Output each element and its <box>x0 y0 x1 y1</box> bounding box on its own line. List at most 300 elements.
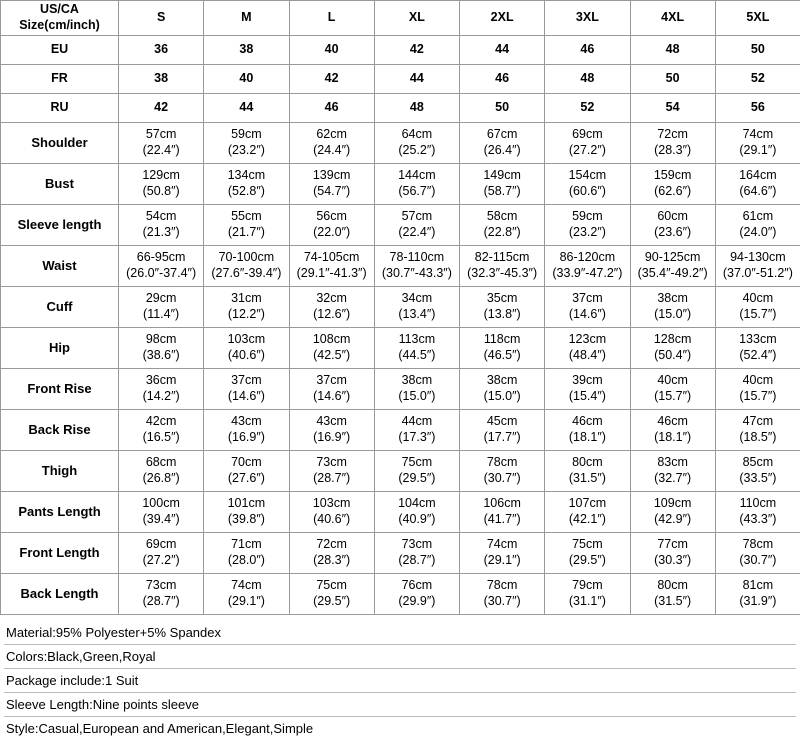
table-cell: 52 <box>715 65 800 94</box>
table-cell <box>630 123 715 164</box>
table-cell <box>119 328 204 369</box>
cell-value-inch: (23.6″) <box>631 225 715 241</box>
table-cell <box>545 246 630 287</box>
cell-value-inch: (30.7″-43.3″) <box>375 266 459 282</box>
cell-value-cm: 42cm <box>119 414 203 430</box>
cell-value-cm: 75cm <box>290 578 374 594</box>
cell-value-inch: (17.7″) <box>460 430 544 446</box>
table-cell <box>460 451 545 492</box>
table-cell <box>374 410 459 451</box>
cell-value-cm: 43cm <box>290 414 374 430</box>
table-cell <box>204 410 289 451</box>
table-row <box>1 574 800 615</box>
table-cell <box>545 164 630 205</box>
table-cell <box>374 574 459 615</box>
cell-value-inch: (64.6″) <box>716 184 800 200</box>
table-cell <box>119 205 204 246</box>
cell-value-inch: (37.0″-51.2″) <box>716 266 800 282</box>
cell-value-cm: 133cm <box>716 332 800 348</box>
cell-value-cm: 74cm <box>204 578 288 594</box>
cell-value-cm: 78cm <box>460 455 544 471</box>
table-cell <box>374 451 459 492</box>
table-cell: 48 <box>545 65 630 94</box>
cell-value-cm: 79cm <box>545 578 629 594</box>
cell-value-inch: (15.0″) <box>460 389 544 405</box>
cell-value-inch: (29.1″) <box>460 553 544 569</box>
cell-value-inch: (28.3″) <box>290 553 374 569</box>
table-cell <box>715 451 800 492</box>
table-cell <box>460 492 545 533</box>
table-cell: 44 <box>374 65 459 94</box>
cell-value-inch: (16.5″) <box>119 430 203 446</box>
cell-value-inch: (26.8″) <box>119 471 203 487</box>
table-cell <box>715 574 800 615</box>
cell-value-inch: (16.9″) <box>290 430 374 446</box>
cell-value-cm: 81cm <box>716 578 800 594</box>
cell-value-inch: (14.2″) <box>119 389 203 405</box>
cell-value-cm: 40cm <box>631 373 715 389</box>
cell-value-cm: 139cm <box>290 168 374 184</box>
table-cell <box>289 492 374 533</box>
table-cell <box>460 533 545 574</box>
table-cell <box>630 246 715 287</box>
cell-value-inch: (40.9″) <box>375 512 459 528</box>
header-corner-label <box>1 1 119 36</box>
table-cell <box>374 205 459 246</box>
table-cell <box>119 533 204 574</box>
cell-value-inch: (42.1″) <box>545 512 629 528</box>
cell-value-inch: (17.3″) <box>375 430 459 446</box>
cell-value-inch: (12.6″) <box>290 307 374 323</box>
cell-value-inch: (28.3″) <box>631 143 715 159</box>
table-cell <box>715 287 800 328</box>
cell-value-cm: 98cm <box>119 332 203 348</box>
table-cell <box>715 246 800 287</box>
cell-value-cm: 74-105cm <box>290 250 374 266</box>
cell-value-inch: (54.7″) <box>290 184 374 200</box>
table-cell <box>545 574 630 615</box>
table-cell: 42 <box>119 94 204 123</box>
table-row <box>1 492 800 533</box>
table-cell <box>204 287 289 328</box>
cell-value-cm: 123cm <box>545 332 629 348</box>
cell-value-cm: 77cm <box>631 537 715 553</box>
cell-value-inch: (56.7″) <box>375 184 459 200</box>
cell-value-cm: 40cm <box>716 373 800 389</box>
cell-value-cm: 59cm <box>204 127 288 143</box>
cell-value-inch: (21.3″) <box>119 225 203 241</box>
cell-value-inch: (48.4″) <box>545 348 629 364</box>
table-cell <box>715 328 800 369</box>
table-cell: 46 <box>545 36 630 65</box>
cell-value-cm: 73cm <box>375 537 459 553</box>
table-cell <box>630 451 715 492</box>
table-cell <box>545 410 630 451</box>
table-cell <box>630 369 715 410</box>
cell-value-inch: (26.4″) <box>460 143 544 159</box>
table-row <box>1 36 800 65</box>
cell-value-inch: (23.2″) <box>545 225 629 241</box>
cell-value-inch: (18.5″) <box>716 430 800 446</box>
cell-value-inch: (40.6″) <box>204 348 288 364</box>
cell-value-cm: 107cm <box>545 496 629 512</box>
row-label: RU <box>1 94 119 123</box>
cell-value-cm: 164cm <box>716 168 800 184</box>
table-cell: 42 <box>289 65 374 94</box>
cell-value-inch: (29.5″) <box>545 553 629 569</box>
row-label: Sleeve length <box>1 205 119 246</box>
table-cell <box>289 246 374 287</box>
cell-value-inch: (40.6″) <box>290 512 374 528</box>
row-label: Hip <box>1 328 119 369</box>
cell-value-cm: 37cm <box>204 373 288 389</box>
row-label: Front Rise <box>1 369 119 410</box>
row-label: Pants Length <box>1 492 119 533</box>
cell-value-cm: 128cm <box>631 332 715 348</box>
cell-value-inch: (50.4″) <box>631 348 715 364</box>
table-cell <box>630 287 715 328</box>
note-line: Colors:Black,Green,Royal <box>4 645 796 669</box>
cell-value-cm: 134cm <box>204 168 288 184</box>
cell-value-cm: 54cm <box>119 209 203 225</box>
cell-value-cm: 80cm <box>545 455 629 471</box>
cell-value-inch: (30.7″) <box>716 553 800 569</box>
cell-value-cm: 70cm <box>204 455 288 471</box>
cell-value-inch: (29.1″) <box>716 143 800 159</box>
product-notes <box>0 615 800 740</box>
table-cell: 52 <box>545 94 630 123</box>
table-cell <box>630 164 715 205</box>
note-line: Package include:1 Suit <box>4 669 796 693</box>
cell-value-cm: 69cm <box>545 127 629 143</box>
cell-value-cm: 37cm <box>545 291 629 307</box>
cell-value-inch: (30.7″) <box>460 594 544 610</box>
cell-value-cm: 94-130cm <box>716 250 800 266</box>
cell-value-inch: (22.4″) <box>375 225 459 241</box>
cell-value-inch: (22.4″) <box>119 143 203 159</box>
cell-value-cm: 101cm <box>204 496 288 512</box>
column-header: 5XL <box>715 1 800 36</box>
table-cell: 44 <box>460 36 545 65</box>
cell-value-cm: 71cm <box>204 537 288 553</box>
cell-value-inch: (52.4″) <box>716 348 800 364</box>
table-row <box>1 205 800 246</box>
table-row <box>1 164 800 205</box>
table-cell <box>204 451 289 492</box>
table-cell <box>119 574 204 615</box>
cell-value-inch: (27.2″) <box>119 553 203 569</box>
table-cell: 50 <box>460 94 545 123</box>
table-cell: 56 <box>715 94 800 123</box>
cell-value-cm: 78cm <box>460 578 544 594</box>
table-row <box>1 94 800 123</box>
table-cell <box>545 287 630 328</box>
table-row <box>1 533 800 574</box>
cell-value-cm: 67cm <box>460 127 544 143</box>
row-label: Back Rise <box>1 410 119 451</box>
cell-value-cm: 82-115cm <box>460 250 544 266</box>
cell-value-cm: 60cm <box>631 209 715 225</box>
cell-value-inch: (14.6″) <box>290 389 374 405</box>
table-header-row <box>1 1 800 36</box>
table-cell <box>715 533 800 574</box>
cell-value-inch: (62.6″) <box>631 184 715 200</box>
table-cell <box>289 164 374 205</box>
cell-value-inch: (29.1″) <box>204 594 288 610</box>
column-header: L <box>289 1 374 36</box>
table-cell <box>460 205 545 246</box>
cell-value-cm: 69cm <box>119 537 203 553</box>
cell-value-inch: (50.8″) <box>119 184 203 200</box>
table-cell <box>204 574 289 615</box>
table-cell <box>545 492 630 533</box>
cell-value-inch: (23.2″) <box>204 143 288 159</box>
cell-value-inch: (14.6″) <box>545 307 629 323</box>
cell-value-inch: (38.6″) <box>119 348 203 364</box>
table-cell <box>460 410 545 451</box>
cell-value-inch: (31.5″) <box>631 594 715 610</box>
cell-value-cm: 68cm <box>119 455 203 471</box>
cell-value-cm: 78-110cm <box>375 250 459 266</box>
cell-value-cm: 159cm <box>631 168 715 184</box>
table-cell <box>545 533 630 574</box>
table-cell <box>289 287 374 328</box>
cell-value-cm: 149cm <box>460 168 544 184</box>
cell-value-cm: 75cm <box>375 455 459 471</box>
table-cell: 36 <box>119 36 204 65</box>
table-cell <box>715 410 800 451</box>
cell-value-inch: (15.7″) <box>716 389 800 405</box>
table-cell <box>204 205 289 246</box>
cell-value-inch: (18.1″) <box>631 430 715 446</box>
cell-value-inch: (29.5″) <box>290 594 374 610</box>
cell-value-cm: 47cm <box>716 414 800 430</box>
cell-value-inch: (39.4″) <box>119 512 203 528</box>
table-cell <box>374 492 459 533</box>
cell-value-cm: 73cm <box>290 455 374 471</box>
note-line: Material:95% Polyester+5% Spandex <box>4 621 796 645</box>
cell-value-cm: 85cm <box>716 455 800 471</box>
cell-value-inch: (41.7″) <box>460 512 544 528</box>
cell-value-inch: (42.5″) <box>290 348 374 364</box>
cell-value-inch: (27.2″) <box>545 143 629 159</box>
cell-value-cm: 154cm <box>545 168 629 184</box>
cell-value-cm: 35cm <box>460 291 544 307</box>
cell-value-cm: 44cm <box>375 414 459 430</box>
cell-value-inch: (15.4″) <box>545 389 629 405</box>
table-cell <box>119 246 204 287</box>
cell-value-cm: 58cm <box>460 209 544 225</box>
table-cell <box>715 205 800 246</box>
corner-label-line2: Size(cm/inch) <box>1 18 118 34</box>
cell-value-cm: 100cm <box>119 496 203 512</box>
cell-value-cm: 45cm <box>460 414 544 430</box>
table-cell <box>715 164 800 205</box>
cell-value-inch: (25.2″) <box>375 143 459 159</box>
note-line: Style:Casual,European and American,Elegant,Simple <box>4 717 796 740</box>
cell-value-inch: (30.7″) <box>460 471 544 487</box>
table-cell <box>374 533 459 574</box>
table-cell <box>715 369 800 410</box>
cell-value-cm: 57cm <box>375 209 459 225</box>
cell-value-cm: 113cm <box>375 332 459 348</box>
table-cell <box>289 410 374 451</box>
table-cell <box>545 451 630 492</box>
row-label: Bust <box>1 164 119 205</box>
row-label: FR <box>1 65 119 94</box>
cell-value-inch: (24.0″) <box>716 225 800 241</box>
cell-value-inch: (32.7″) <box>631 471 715 487</box>
cell-value-cm: 104cm <box>375 496 459 512</box>
cell-value-cm: 110cm <box>716 496 800 512</box>
column-header: 4XL <box>630 1 715 36</box>
table-cell <box>374 123 459 164</box>
table-row <box>1 369 800 410</box>
cell-value-inch: (29.1″-41.3″) <box>290 266 374 282</box>
cell-value-cm: 40cm <box>716 291 800 307</box>
cell-value-cm: 57cm <box>119 127 203 143</box>
table-cell: 54 <box>630 94 715 123</box>
table-cell <box>119 164 204 205</box>
row-label: Cuff <box>1 287 119 328</box>
cell-value-cm: 29cm <box>119 291 203 307</box>
table-cell <box>630 533 715 574</box>
table-cell <box>289 328 374 369</box>
row-label: Waist <box>1 246 119 287</box>
row-label: EU <box>1 36 119 65</box>
cell-value-cm: 72cm <box>290 537 374 553</box>
cell-value-cm: 103cm <box>290 496 374 512</box>
cell-value-cm: 38cm <box>375 373 459 389</box>
cell-value-cm: 56cm <box>290 209 374 225</box>
cell-value-inch: (31.5″) <box>545 471 629 487</box>
cell-value-cm: 106cm <box>460 496 544 512</box>
cell-value-cm: 55cm <box>204 209 288 225</box>
cell-value-cm: 34cm <box>375 291 459 307</box>
table-cell: 46 <box>289 94 374 123</box>
cell-value-inch: (28.7″) <box>119 594 203 610</box>
table-cell: 46 <box>460 65 545 94</box>
cell-value-cm: 74cm <box>460 537 544 553</box>
note-line: Sleeve Length:Nine points sleeve <box>4 693 796 717</box>
cell-value-cm: 73cm <box>119 578 203 594</box>
table-cell <box>289 369 374 410</box>
cell-value-cm: 76cm <box>375 578 459 594</box>
cell-value-inch: (43.3″) <box>716 512 800 528</box>
cell-value-inch: (31.1″) <box>545 594 629 610</box>
cell-value-inch: (32.3″-45.3″) <box>460 266 544 282</box>
cell-value-cm: 46cm <box>631 414 715 430</box>
column-header: 3XL <box>545 1 630 36</box>
table-cell <box>204 246 289 287</box>
cell-value-inch: (29.9″) <box>375 594 459 610</box>
table-cell <box>289 451 374 492</box>
table-cell: 50 <box>715 36 800 65</box>
cell-value-cm: 38cm <box>460 373 544 389</box>
table-cell <box>119 123 204 164</box>
cell-value-inch: (15.0″) <box>631 307 715 323</box>
cell-value-cm: 38cm <box>631 291 715 307</box>
cell-value-cm: 103cm <box>204 332 288 348</box>
cell-value-inch: (28.0″) <box>204 553 288 569</box>
cell-value-inch: (30.3″) <box>631 553 715 569</box>
cell-value-cm: 43cm <box>204 414 288 430</box>
column-header: 2XL <box>460 1 545 36</box>
table-cell <box>204 492 289 533</box>
cell-value-inch: (42.9″) <box>631 512 715 528</box>
table-cell <box>545 205 630 246</box>
cell-value-inch: (31.9″) <box>716 594 800 610</box>
cell-value-cm: 37cm <box>290 373 374 389</box>
table-cell <box>460 574 545 615</box>
cell-value-cm: 109cm <box>631 496 715 512</box>
row-label: Shoulder <box>1 123 119 164</box>
table-cell <box>715 492 800 533</box>
cell-value-cm: 64cm <box>375 127 459 143</box>
table-cell: 38 <box>119 65 204 94</box>
cell-value-inch: (15.0″) <box>375 389 459 405</box>
table-cell <box>119 451 204 492</box>
table-cell <box>289 574 374 615</box>
cell-value-inch: (16.9″) <box>204 430 288 446</box>
cell-value-inch: (14.6″) <box>204 389 288 405</box>
table-cell <box>630 574 715 615</box>
cell-value-cm: 36cm <box>119 373 203 389</box>
table-cell <box>460 328 545 369</box>
cell-value-cm: 80cm <box>631 578 715 594</box>
cell-value-inch: (27.6″-39.4″) <box>204 266 288 282</box>
row-label: Back Length <box>1 574 119 615</box>
table-cell <box>715 123 800 164</box>
table-cell <box>289 205 374 246</box>
table-row <box>1 246 800 287</box>
column-header: XL <box>374 1 459 36</box>
cell-value-cm: 32cm <box>290 291 374 307</box>
table-cell: 38 <box>204 36 289 65</box>
cell-value-inch: (44.5″) <box>375 348 459 364</box>
table-cell: 44 <box>204 94 289 123</box>
table-cell <box>460 246 545 287</box>
column-header: S <box>119 1 204 36</box>
cell-value-inch: (11.4″) <box>119 307 203 323</box>
table-cell: 48 <box>374 94 459 123</box>
table-cell <box>630 410 715 451</box>
cell-value-cm: 46cm <box>545 414 629 430</box>
cell-value-cm: 62cm <box>290 127 374 143</box>
corner-label-line1: US/CA <box>1 2 118 18</box>
cell-value-cm: 118cm <box>460 332 544 348</box>
table-cell: 40 <box>204 65 289 94</box>
table-cell <box>545 328 630 369</box>
table-row <box>1 287 800 328</box>
cell-value-cm: 74cm <box>716 127 800 143</box>
table-cell <box>119 369 204 410</box>
table-cell <box>630 328 715 369</box>
table-cell <box>630 205 715 246</box>
cell-value-inch: (15.7″) <box>716 307 800 323</box>
table-cell <box>374 369 459 410</box>
cell-value-cm: 72cm <box>631 127 715 143</box>
table-cell <box>545 369 630 410</box>
table-cell <box>119 287 204 328</box>
cell-value-cm: 75cm <box>545 537 629 553</box>
cell-value-inch: (60.6″) <box>545 184 629 200</box>
cell-value-inch: (27.6″) <box>204 471 288 487</box>
cell-value-cm: 83cm <box>631 455 715 471</box>
cell-value-cm: 144cm <box>375 168 459 184</box>
cell-value-inch: (21.7″) <box>204 225 288 241</box>
table-row <box>1 451 800 492</box>
